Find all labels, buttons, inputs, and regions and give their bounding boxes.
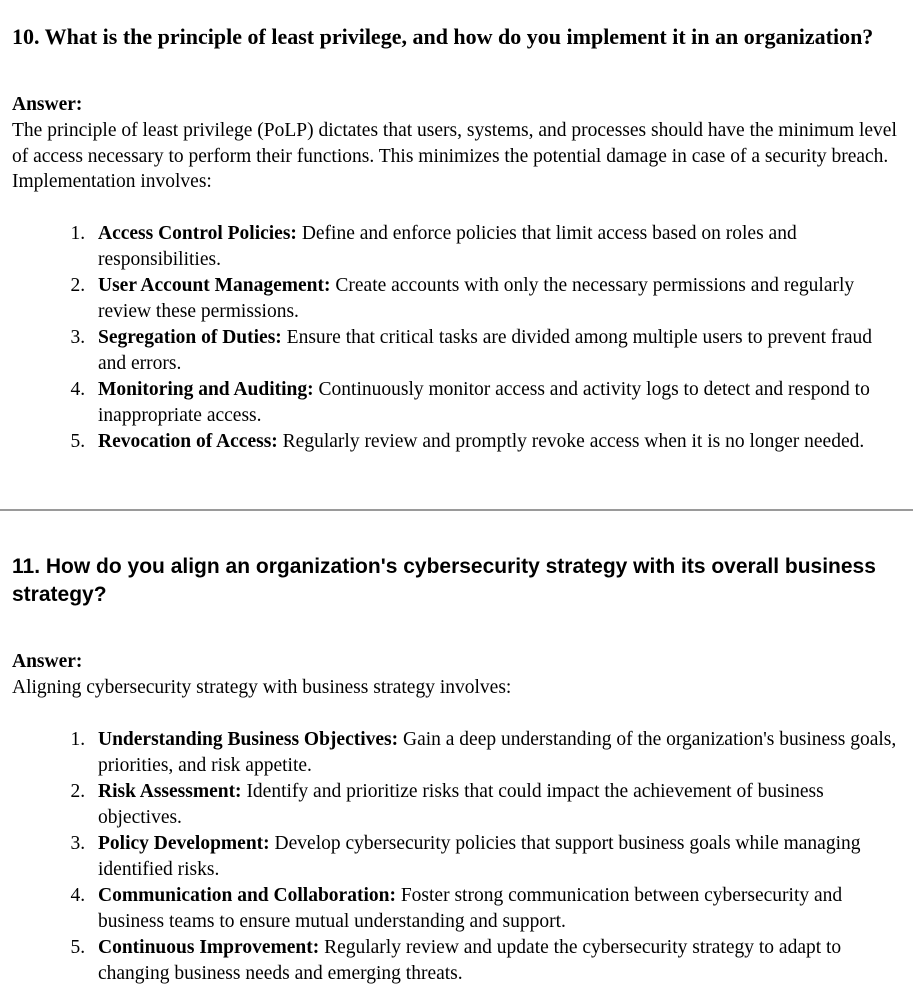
list-item-term: Risk Assessment: (98, 781, 247, 803)
answer-label: Answer: (12, 93, 83, 115)
section-divider (0, 509, 913, 511)
list-item-term: Segregation of Duties: (98, 327, 287, 349)
answer-label: Answer: (12, 651, 83, 673)
list-item: 2. User Account Management: Create accounts with only the necessary permissions and regularly review these permissions. (90, 273, 897, 325)
list-item-term: Revocation of Access: (98, 430, 283, 452)
list-item-term: Communication and Collaboration: (98, 884, 401, 906)
numbered-list (12, 727, 897, 986)
list-item: 3. Policy Development: Develop cybersecurity policies that support business goals while managing identified risks. (90, 831, 897, 883)
list-item: 2. Risk Assessment: Identify and prioritize risks that could impact the achievement of business objectives. (90, 779, 897, 831)
answer-intro: The principle of least privilege (PoLP) dictates that users, systems, and processes should have the minimum level of access necessary to perform their functions. This minimizes the potential damage in case of a security breach. Implementation involves: (12, 119, 897, 193)
list-item: 5. Revocation of Access: Regularly review and promptly revoke access when it is no longer needed. (90, 429, 897, 455)
numbered-list (12, 221, 897, 454)
list-item: 1. Access Control Policies: Define and enforce policies that limit access based on roles and responsibilities. (90, 221, 897, 273)
list-item: 5. Continuous Improvement: Regularly review and update the cybersecurity strategy to adapt to changing business needs and emerging threats. (90, 935, 897, 987)
list-item-term: Policy Development: (98, 832, 275, 854)
list-item: 4. Communication and Collaboration: Foster strong communication between cybersecurity and business teams to ensure mutual understanding and support. (90, 883, 897, 935)
list-item: 1. Understanding Business Objectives: Gain a deep understanding of the organization's business goals, priorities, and risk appetite. (90, 727, 897, 779)
list-item: 3. Segregation of Duties: Ensure that critical tasks are divided among multiple users to prevent fraud and errors. (90, 325, 897, 377)
list-item-term: Continuous Improvement: (98, 936, 325, 958)
list-item-term: Monitoring and Auditing: (98, 378, 319, 400)
question-heading-10: 10. What is the principle of least privilege, and how do you implement it in an organization? (12, 24, 874, 49)
list-item-term: Understanding Business Objectives: (98, 729, 403, 751)
question-section-10 (12, 22, 897, 455)
answer-intro: Aligning cybersecurity strategy with business strategy involves: (12, 677, 512, 699)
list-item: 4. Monitoring and Auditing: Continuously monitor access and activity logs to detect and respond to inappropriate access. (90, 377, 897, 429)
list-item-term: User Account Management: (98, 275, 336, 297)
question-heading-11: 11. How do you align an organization's cybersecurity strategy with its overall business strategy? (12, 554, 876, 607)
list-item-term: Access Control Policies: (98, 223, 302, 245)
question-section-11 (12, 553, 897, 987)
